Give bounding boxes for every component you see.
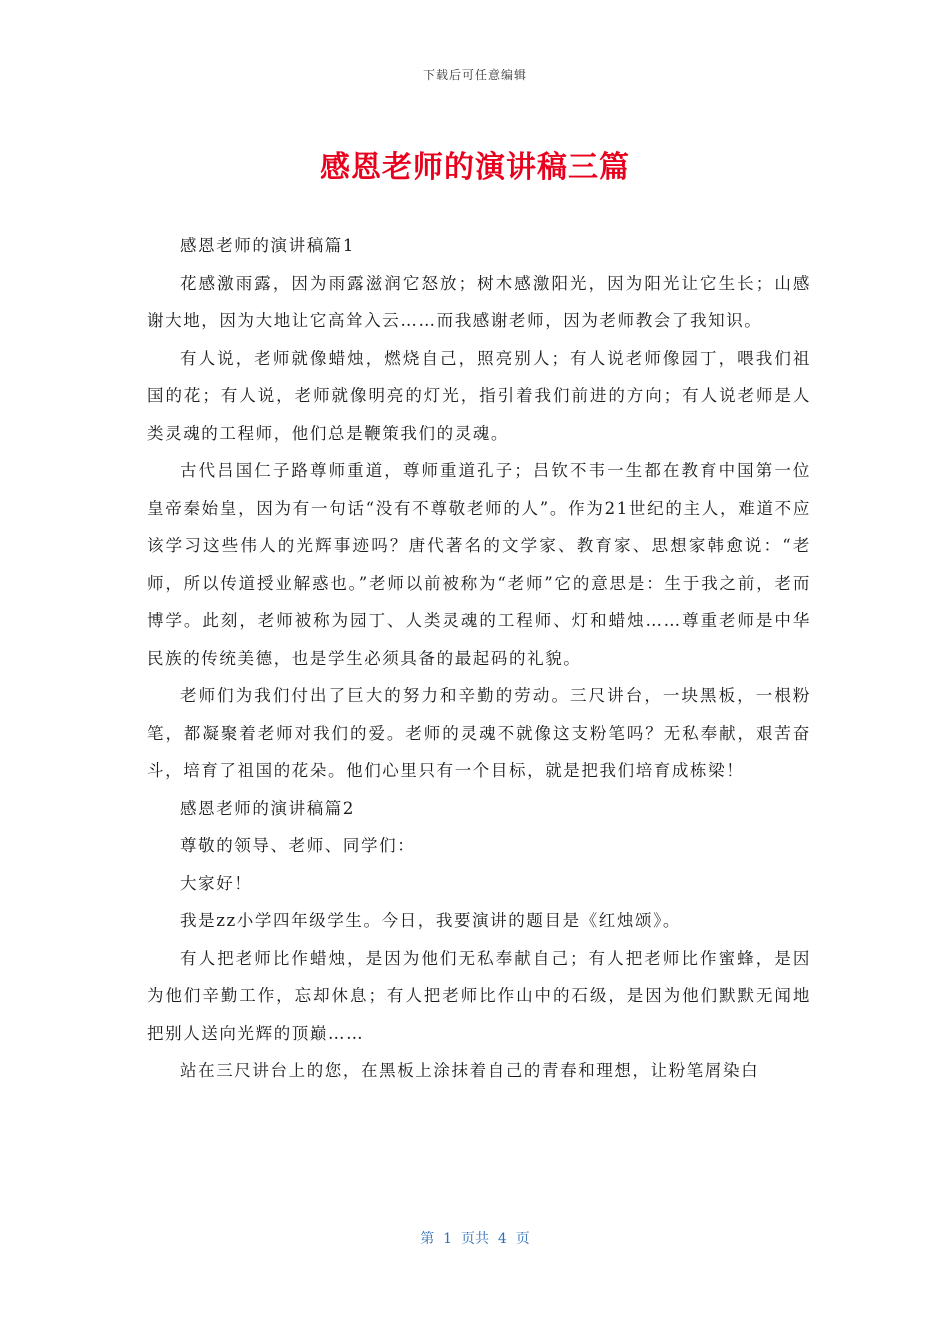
paragraph: 老师们为我们付出了巨大的努力和辛勤的劳动。三尺讲台，一块黑板，一根粉笔，都凝聚着老师对我们的爱。老师的灵魂不就像这支粉笔吗？无私奉献，艰苦奋斗，培育了祖国的花朵。他们心里只有一个目标，就是把我们培育成栋梁！ [147,686,811,780]
greeting: 大家好！ [180,873,253,893]
page-number-footer: 第 1 页共 4 页 [420,1231,530,1247]
paragraph: 花感激雨露，因为雨露滋润它怒放；树木感激阳光，因为阳光让它生长；山感谢大地，因为大地让它高耸入云……而我感谢老师，因为老师教会了我知识。 [147,273,811,330]
section-heading: 感恩老师的演讲稿篇1 [180,236,355,255]
paragraph: 有人把老师比作蜡烛，是因为他们无私奉献自己；有人把老师比作蜜蜂，是因为他们辛勤工作，忘却休息；有人把老师比作山中的石级，是因为他们默默无闻地把别人送向光辉的顶巅…… [147,948,811,1043]
document-body [147,227,811,1090]
paragraph: 古代吕国仁子路尊师重道，尊师重道孔子；吕钦不韦一生都在教育中国第一位皇帝秦始皇，因为有一句话“没有不尊敬老师的人”。作为21世纪的主人，难道不应该学习这些伟人的光辉事迹吗？唐代著名的文学家、教育家、思想家韩愈说：“老师，所以传道授业解惑也。”老师以前被称为“老师”它的意思是：生于我之前，老而博学。此刻，老师被称为园丁、人类灵魂的工程师、灯和蜡烛……尊重老师是中华民族的传统美德，也是学生必须具备的最起码的礼貌。 [147,461,811,668]
paragraph: 有人说，老师就像蜡烛，燃烧自己，照亮别人；有人说老师像园丁，喂我们祖国的花；有人说，老师就像明亮的灯光，指引着我们前进的方向；有人说老师是人类灵魂的工程师，他们总是鞭策我们的灵魂。 [147,348,811,443]
section-heading: 感恩老师的演讲稿篇2 [180,798,355,818]
document-title: 感恩老师的演讲稿三篇 [320,150,630,185]
paragraph: 我是zz小学四年级学生。今日，我要演讲的题目是《红烛颂》。 [180,911,682,930]
salutation: 尊敬的领导、老师、同学们： [180,836,416,855]
paragraph: 站在三尺讲台上的您，在黑板上涂抹着自己的青春和理想，让粉笔屑染白 [180,1061,760,1080]
header-note: 下载后可任意编辑 [422,68,527,82]
